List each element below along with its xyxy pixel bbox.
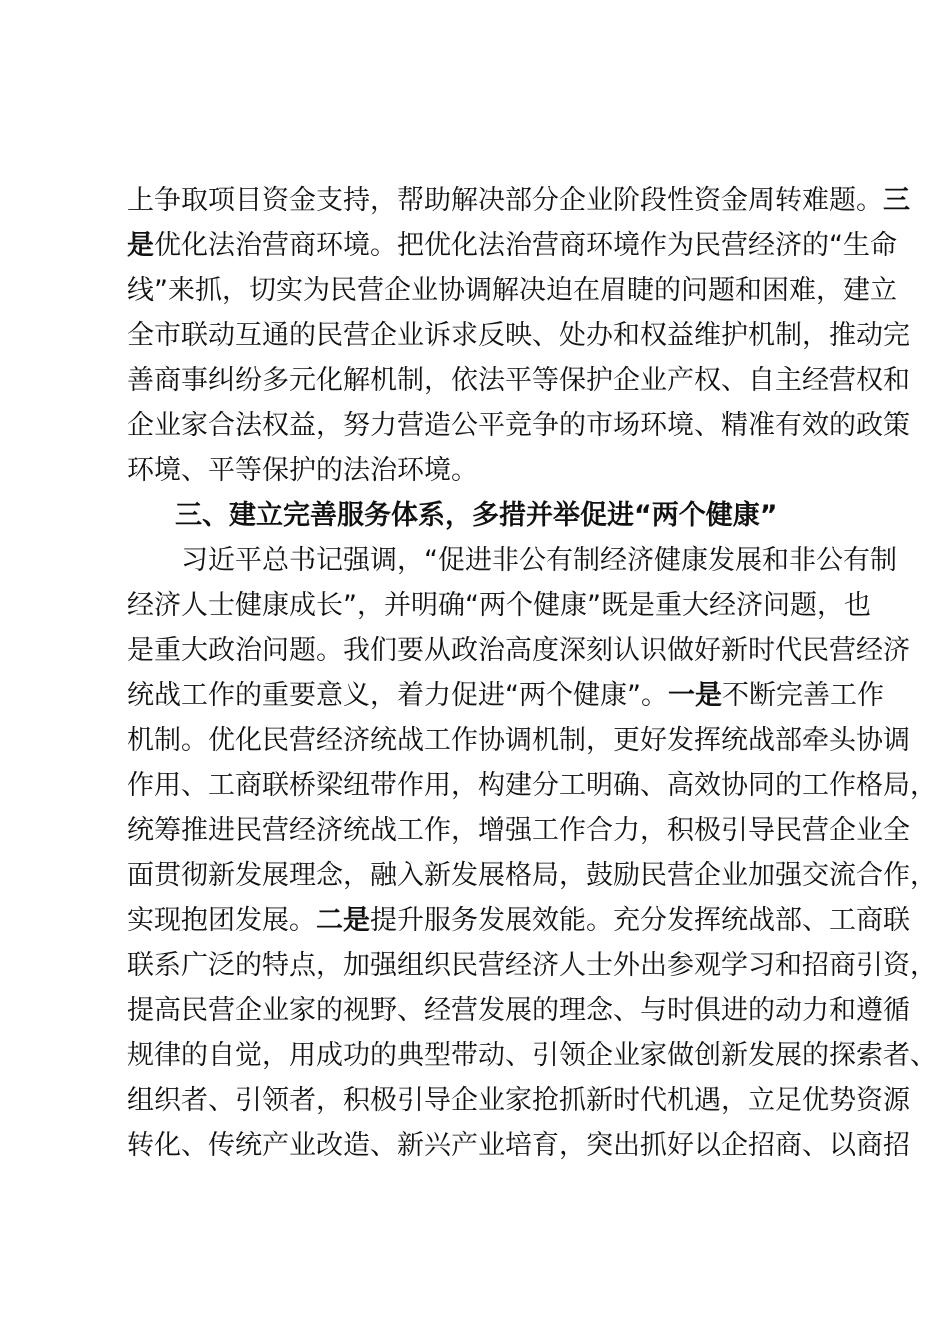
text-line: 善商事纠纷多元化解机制，依法平等保护企业产权、自主经营权和 (127, 365, 910, 396)
text-line: 经济人士健康成长”，并明确“两个健康”既是重大经济问题，也 (127, 590, 871, 621)
text-line: 作用、工商联桥梁纽带作用，构建分工明确、高效协同的工作格局， (127, 770, 937, 801)
text-line: 环境、平等保护的法治环境。 (127, 455, 478, 486)
bold-marker: 三 (883, 185, 910, 216)
text-line: 联系广泛的特点，加强组织民营经济人士外出参观学习和招商引资， (127, 950, 937, 981)
text-line: 统筹推进民营经济统战工作，增强工作合力，积极引导民营企业全 (127, 815, 910, 846)
text-line (127, 673, 884, 718)
text-line: 企业家合法权益，努力营造公平竞争的市场环境、精准有效的政策 (127, 410, 910, 441)
text-line: 是重大政治问题。我们要从政治高度深刻认识做好新时代民营经济 (127, 635, 910, 666)
text-run: 优化法治营商环境。把优化法治营商环境作为民营经济的“生命 (154, 230, 897, 261)
body-text (127, 178, 937, 1168)
text-line: 转化、传统产业改造、新兴产业培育，突出抓好以企招商、以商招 (127, 1130, 910, 1161)
text-run: 提升服务发展效能。充分发挥统战部、工商联 (370, 905, 910, 936)
text-line: 提高民营企业家的视野、经营发展的理念、与时俱进的动力和遵循 (127, 995, 910, 1026)
bold-marker: 一是 (667, 680, 722, 711)
text-line: 面贯彻新发展理念，融入新发展格局，鼓励民营企业加强交流合作， (127, 860, 937, 891)
text-line: 习近平总书记强调，“促进非公有制经济健康发展和非公有制 (181, 545, 897, 576)
text-line: 组织者、引领者，积极引导企业家抢抓新时代机遇，立足优势资源 (127, 1085, 910, 1116)
bold-marker: 是 (127, 230, 154, 261)
text-run: 上争取项目资金支持，帮助解决部分企业阶段性资金周转难题。 (127, 185, 883, 216)
text-line: 规律的自觉，用成功的典型带动、引领企业家做创新发展的探索者、 (127, 1040, 937, 1071)
text-line (127, 898, 910, 943)
section-heading: 三、建立完善服务体系，多措并举促进“两个健康” (175, 500, 778, 531)
text-run: 不断完善工作 (721, 680, 884, 711)
text-line (127, 223, 897, 268)
text-run: 统战工作的重要意义，着力促进“两个健康”。 (127, 680, 668, 711)
text-line: 线”来抓，切实为民营企业协调解决迫在眉睫的问题和困难，建立 (127, 275, 897, 306)
text-line: 全市联动互通的民营企业诉求反映、处办和权益维护机制，推动完 (127, 320, 910, 351)
text-line (127, 178, 910, 223)
bold-marker: 二是 (316, 905, 370, 936)
text-run: 实现抱团发展。 (127, 905, 316, 936)
text-line: 机制。优化民营经济统战工作协调机制，更好发挥统战部牵头协调 (127, 725, 910, 756)
